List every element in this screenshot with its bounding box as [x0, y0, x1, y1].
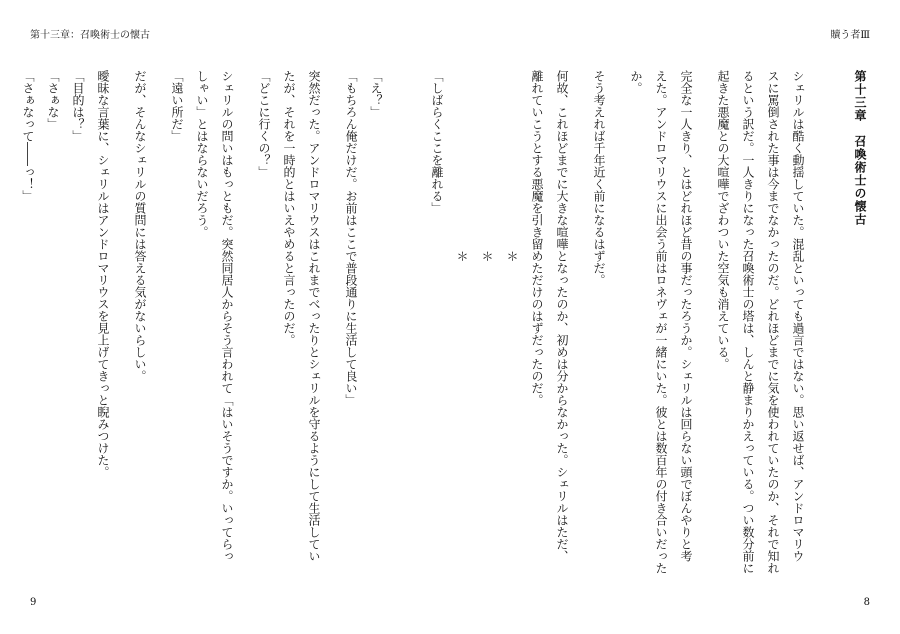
text-line: 「目的は？」 [71, 70, 85, 142]
text-line: 突然だった。アンドロマリウスはこれまでべったりとシェリルを守るようにして生活してい [307, 70, 321, 562]
text-line: 「しばらくここを離れる」 [430, 70, 444, 214]
right-running-header: 贖う者Ⅲ [830, 30, 870, 41]
text-line: しゃい」とはならないだろう。 [195, 70, 209, 238]
text-line: 「もちろん俺だけだ。お前はここで普段通りに生活して良い」 [344, 70, 358, 406]
text-line: 「どこに行くの？」 [257, 70, 271, 178]
left-running-header: 第十三章：召喚術士の懐古 [30, 30, 150, 41]
right-page-number: 8 [863, 597, 870, 608]
text-line: たが、それを一時的とはいえやめると言ったのだ。 [282, 70, 296, 346]
text-line: 「え？」 [369, 70, 383, 118]
text-line: 「さぁなって――っ！」 [21, 70, 35, 202]
text-line: か。 [629, 70, 643, 94]
text-line: だが、そんなシェリルの質問には答える気がないらしい。 [133, 70, 147, 382]
left-page-number: 9 [30, 597, 37, 608]
text-line: スに罵倒された事は今までなかったのだ。どれほどまでに気を使われていたのか、それで知れ [766, 70, 780, 574]
text-line: 離れていこうとする悪魔を引き留めただけのはずだったのだ。 [530, 70, 544, 406]
left-page-text [21, 70, 388, 590]
text-line: えた。アンドロマリウスに出会う前はロネヴェが一緒にいた。彼とは数百年の付き合いだった [654, 70, 668, 574]
text-line: 完全な一人きり、とはどれほど昔の事だったろうか。シェリルは回らない頭でぼんやりと考 [679, 70, 693, 562]
scene-break [449, 250, 524, 370]
text-line: 「遠い所だ」 [170, 70, 184, 142]
asterisk: ＊ [505, 250, 519, 262]
text-line: 何故、これほどまでに大きな喧嘩となったのか、初めは分からなかった。シェリルはただ、 [555, 70, 569, 562]
asterisk: ＊ [455, 250, 469, 262]
text-line [0, 70, 15, 590]
text-line: 曖昧な言葉に、シェリルはアンドロマリウスを見上げてきっと睨みつけた。 [96, 70, 110, 478]
asterisk: ＊ [480, 250, 494, 262]
chapter-title: 第十三章 召喚術士の懐古 [853, 70, 867, 226]
text-line: 「さぁな」 [46, 70, 60, 130]
text-line: シェリルは酷く動揺していた。混乱といっても過言ではない。思い返せば、アンドロマリウ [791, 70, 805, 562]
text-line: るという訳だ。一人きりになった召喚術士の塔は、しんと静まりかえっている。つい数分前に [741, 70, 755, 574]
text-line: そう考えれば千年近く前になるはずだ。 [592, 70, 606, 286]
text-line: シェリルの問いはもっともだ。突然同居人からそう言われて「はいそうですか。いってらっ [220, 70, 234, 562]
right-page-text [430, 70, 872, 590]
text-line: 起きた悪魔との大喧嘩でざわついた空気も消えている。 [716, 70, 730, 370]
